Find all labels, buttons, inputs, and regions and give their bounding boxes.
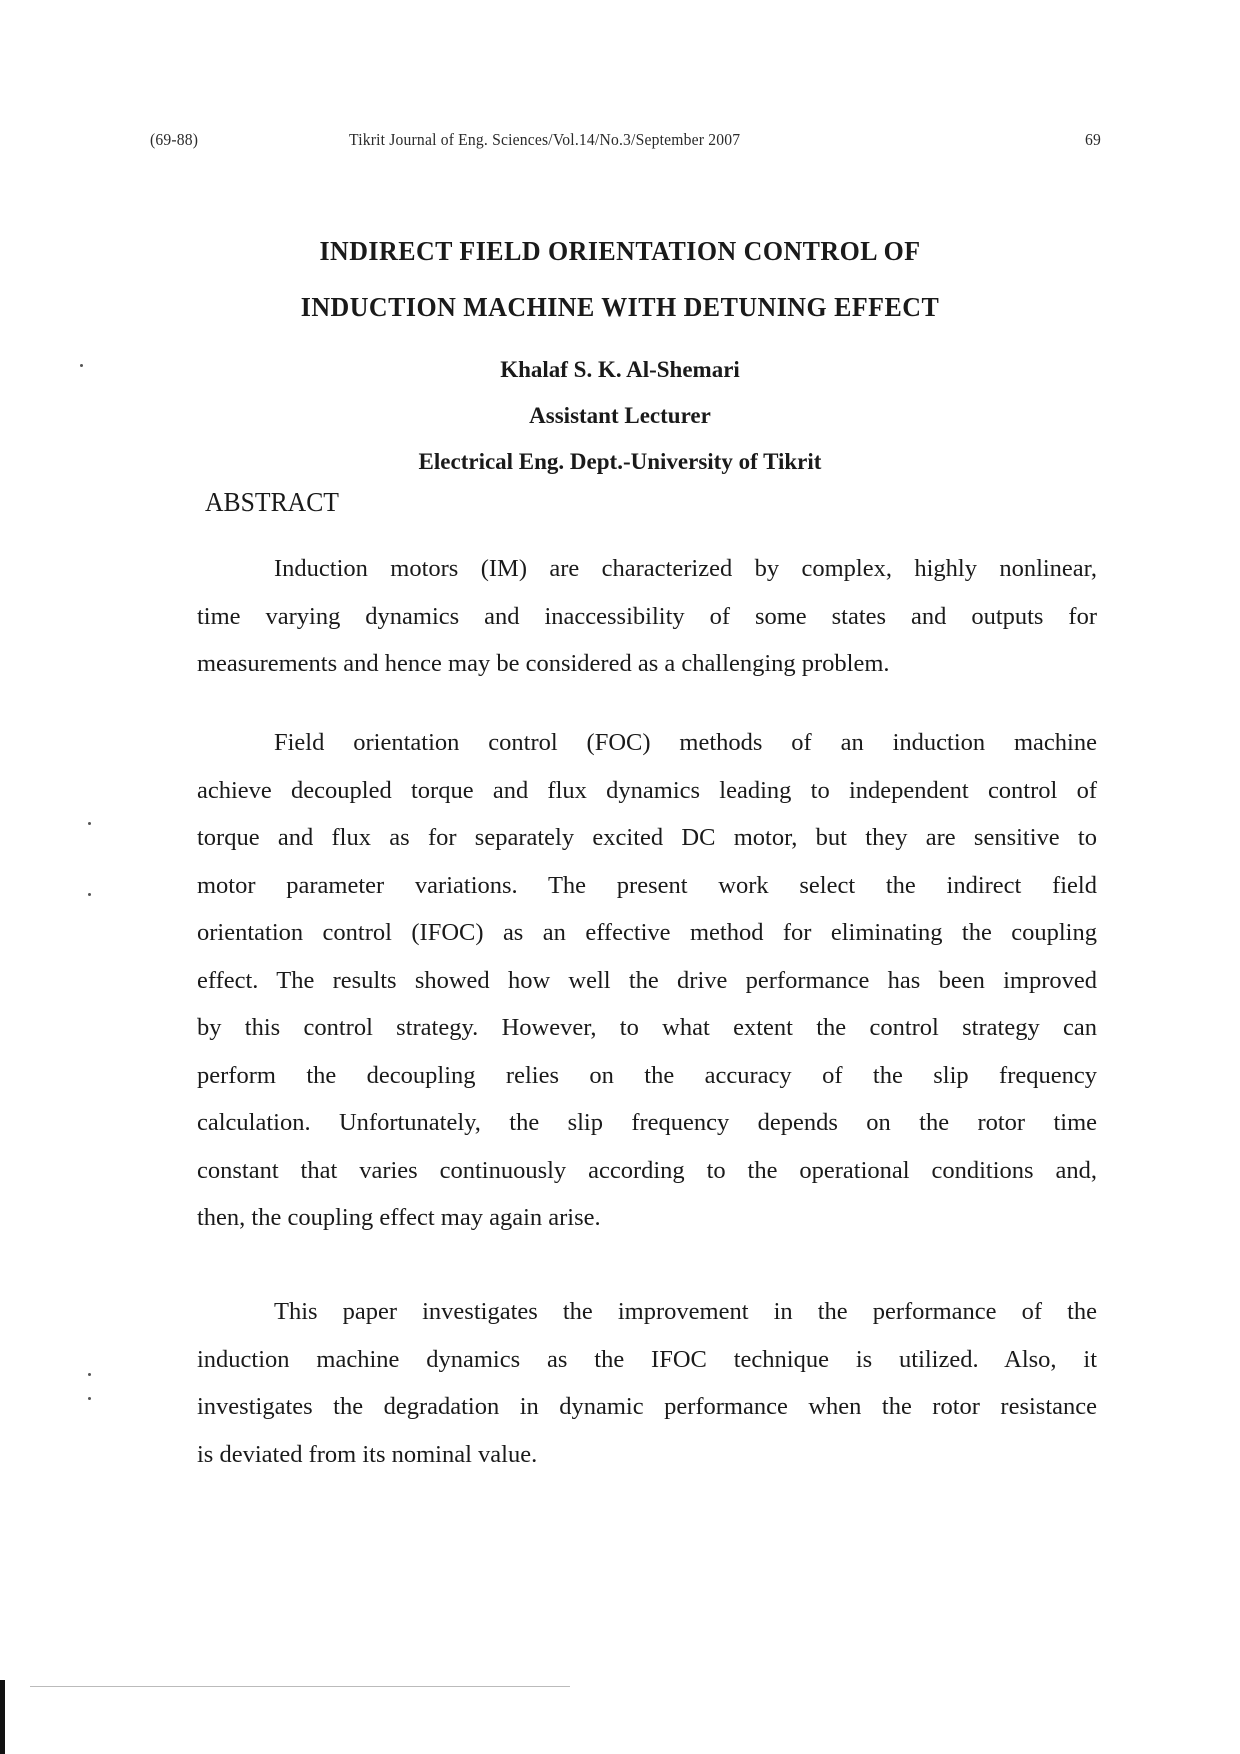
author-affiliation: Electrical Eng. Dept.-University of Tikrit: [418, 449, 822, 474]
page-number: 69: [1085, 130, 1102, 149]
scan-line: [30, 1686, 570, 1687]
scan-speck: [88, 822, 91, 825]
text-line: induction machine dynamics as the IFOC technique is utilized. Also, it: [197, 1345, 1097, 1373]
text-line: effect. The results showed how well the drive performance has been improved: [197, 966, 1097, 994]
text-line: calculation. Unfortunately, the slip frequency depends on the rotor time: [197, 1109, 1097, 1136]
text-line: then, the coupling effect may again arise.: [197, 1204, 601, 1231]
text-line: achieve decoupled torque and flux dynamics leading to independent control of: [197, 776, 1097, 804]
scan-speck: [88, 1397, 91, 1400]
text-line: This paper investigates the improvement in the performance of the: [274, 1298, 1097, 1325]
scan-speck: [88, 1373, 91, 1376]
text-line: torque and flux as for separately excited DC motor, but they are sensitive to: [197, 824, 1097, 851]
text-line: constant that varies continuously according to the operational conditions and,: [197, 1156, 1097, 1184]
title-line-1: INDIRECT FIELD ORIENTATION CONTROL OF: [319, 236, 921, 266]
scan-edge: [0, 1680, 5, 1754]
title-line-2: INDUCTION MACHINE WITH DETUNING EFFECT: [300, 292, 940, 322]
scan-speck: [88, 893, 91, 896]
page-range: (69-88): [150, 130, 199, 149]
text-line: is deviated from its nominal value.: [197, 1440, 538, 1468]
text-line: investigates the degradation in dynamic performance when the rotor resistance: [197, 1393, 1097, 1420]
text-line: measurements and hence may be considered as a challenging problem.: [197, 650, 890, 677]
text-line: by this control strategy. However, to what extent the control strategy can: [197, 1014, 1097, 1041]
text-line: motor parameter variations. The present work select the indirect field: [197, 871, 1097, 899]
text-line: time varying dynamics and inaccessibility of some states and outputs for: [197, 602, 1097, 630]
author-name: Khalaf S. K. Al-Shemari: [500, 357, 740, 382]
text-line: orientation control (IFOC) as an effective method for eliminating the coupling: [197, 919, 1097, 946]
abstract-paragraph-1: [197, 545, 1097, 688]
text-line: perform the decoupling relies on the accuracy of the slip frequency: [197, 1061, 1097, 1089]
text-line: Induction motors (IM) are characterized by complex, highly nonlinear,: [274, 555, 1097, 582]
abstract-paragraph-3: [197, 1288, 1097, 1478]
abstract-paragraph-2: [197, 719, 1097, 1242]
abstract-heading: ABSTRACT: [205, 487, 339, 517]
text-line: Field orientation control (FOC) methods of an induction machine: [274, 729, 1097, 756]
journal-header: Tikrit Journal of Eng. Sciences/Vol.14/No.3/September 2007: [349, 130, 741, 149]
scan-speck: [80, 364, 83, 367]
author-position: Assistant Lecturer: [529, 403, 711, 428]
